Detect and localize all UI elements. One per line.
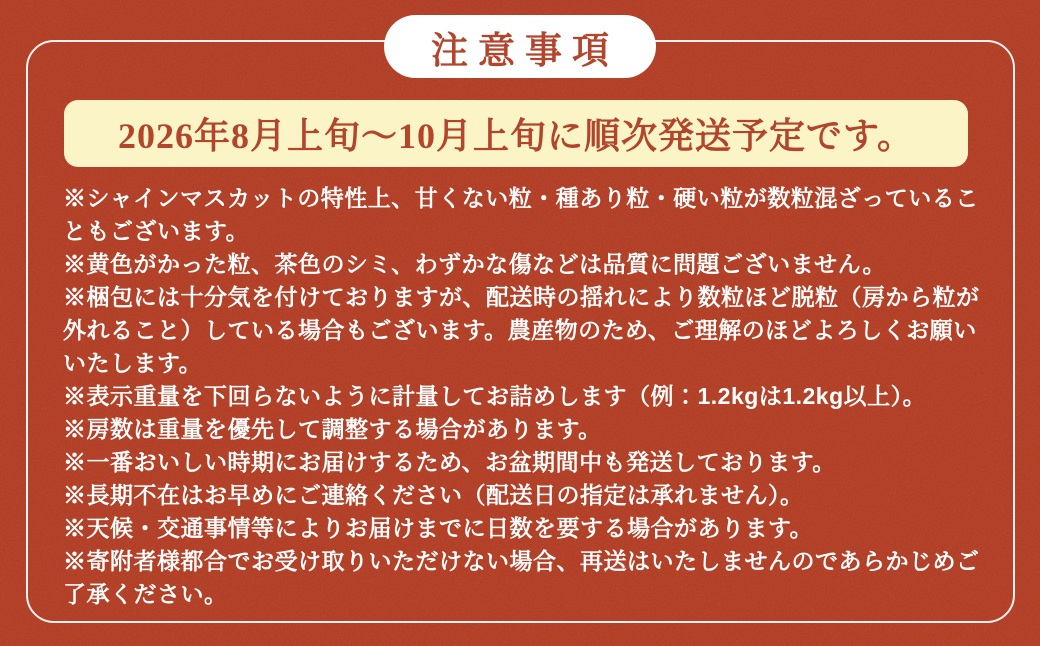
shipping-schedule-banner bbox=[64, 100, 968, 167]
shipping-schedule-text: 2026年8月上旬～10月上旬に順次発送予定です。 bbox=[117, 116, 915, 156]
note-item: ※長期不在はお早めにご連絡ください（配送日の指定は承れません）。 bbox=[63, 482, 804, 508]
note-item: ※一番おいしい時期にお届けするため、お盆期間中も発送しております。 bbox=[63, 449, 836, 475]
note-item: ※シャインマスカットの特性上、甘くない粒・種あり粒・硬い粒が数粒混ざっていることもございます。 bbox=[63, 185, 979, 244]
note-item: ※房数は重量を優先して調整する場合があります。 bbox=[63, 416, 602, 442]
note-item: ※天候・交通事情等によりお届けまでに日数を要する場合があります。 bbox=[63, 515, 814, 541]
note-item: ※梱包には十分気を付けておりますが、配送時の揺れにより数粒ほど脱粒（房から粒が外れること）している場合もございます。農産物のため、ご理解のほどよろしくお願いいたします。 bbox=[63, 284, 980, 376]
note-item: ※表示重量を下回らないように計量してお詰めします（例：1.2kgは1.2kg以上）。 bbox=[63, 383, 927, 409]
notice-title: 注意事項 bbox=[431, 30, 619, 72]
notes-list bbox=[63, 182, 984, 611]
note-item: ※黄色がかった粒、茶色のシミ、わずかな傷などは品質に問題ございません。 bbox=[63, 251, 886, 277]
note-item: ※寄附者様都合でお受け取りいただけない場合、再送はいたしませんのであらかじめご了承ください。 bbox=[63, 548, 980, 607]
notice-title-pill bbox=[384, 15, 656, 78]
